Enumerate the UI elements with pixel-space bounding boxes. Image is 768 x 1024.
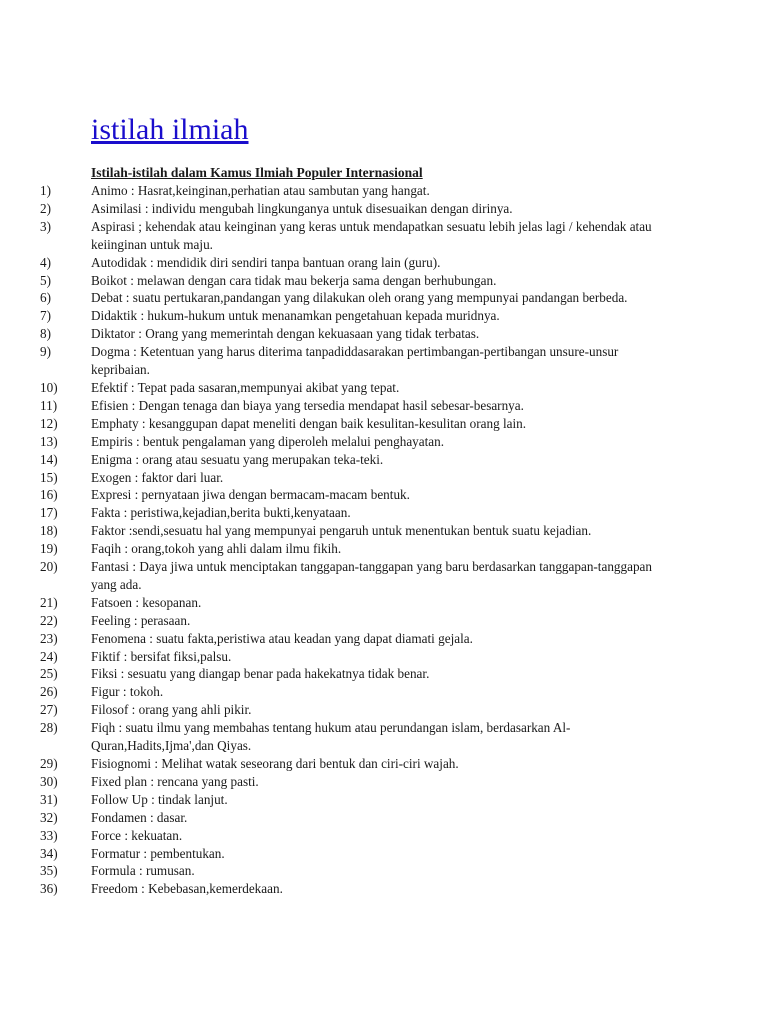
list-item	[40, 665, 680, 683]
list-item	[40, 522, 680, 540]
list-item-text: Freedom : Kebebasan,kemerdekaan.	[91, 881, 283, 897]
list-item-text: Formula : rumusan.	[91, 863, 195, 879]
list-item-text: Fiksi : sesuatu yang diangap benar pada hakekatnya tidak benar.	[91, 666, 430, 682]
list-item-number: 17)	[40, 505, 58, 521]
list-item-number: 21)	[40, 594, 58, 610]
list-item	[40, 415, 680, 433]
list-item-text: Force : kekuatan.	[91, 827, 183, 843]
list-item	[40, 325, 680, 343]
list-item-text: Fondamen : dasar.	[91, 809, 188, 825]
list-item-number: 29)	[40, 756, 58, 771]
list-item-text: Exogen : faktor dari luar.	[91, 469, 224, 485]
list-item-text: Empiris : bentuk pengalaman yang diperoleh melalui penghayatan.	[91, 433, 445, 449]
list-item-number: 35)	[40, 863, 58, 879]
list-item-number: 18)	[40, 523, 58, 539]
list-item	[40, 540, 680, 558]
list-item-number: 3)	[40, 218, 51, 234]
list-item	[40, 182, 680, 200]
list-item-text: Expresi : pernyataan jiwa dengan bermacam-macam bentuk.	[91, 487, 410, 503]
list-item-text: Boikot : melawan dengan cara tidak mau bekerja sama dengan berhubungan.	[91, 272, 497, 288]
list-item-text: Efektif : Tepat pada sasaran,mempunyai akibat yang tepat.	[91, 379, 400, 395]
list-item-number: 9)	[40, 344, 51, 360]
list-item-number: 32)	[40, 809, 58, 825]
list-item	[40, 558, 680, 594]
list-item-number: 5)	[40, 272, 51, 288]
list-item-text: Feeling : perasaan.	[91, 612, 191, 628]
list-item	[40, 612, 680, 630]
list-item-text: Emphaty : kesanggupan dapat meneliti dengan baik kesulitan-kesulitan orang lain.	[91, 415, 527, 431]
list-item	[40, 827, 680, 845]
list-item-text: Efisien : Dengan tenaga dan biaya yang tersedia mendapat hasil sebesar-besarnya.	[91, 397, 524, 413]
list-item-number: 26)	[40, 684, 58, 700]
list-item	[40, 701, 680, 719]
list-item-number: 11)	[40, 397, 58, 413]
list-item-number: 13)	[40, 433, 58, 449]
list-item-text: Diktator : Orang yang memerintah dengan kekuasaan yang tidak terbatas.	[91, 326, 480, 342]
list-item	[40, 845, 680, 863]
document-subtitle: Istilah-istilah dalam Kamus Ilmiah Populer Internasional	[91, 165, 423, 180]
list-item-text: Figur : tokoh.	[91, 684, 164, 700]
list-item-number: 12)	[40, 415, 58, 431]
list-item-text: Fiqh : suatu ilmu yang membahas tentang hukum atau perundangan islam, berdasarkan Al-Quran,Hadits,Ijma',dan Qiyas.	[91, 720, 571, 754]
list-item-text: Formatur : pembentukan.	[91, 845, 225, 861]
list-item	[40, 254, 680, 272]
list-item	[40, 791, 680, 809]
list-item-text: Dogma : Ketentuan yang harus diterima tanpadiddasarakan pertimbangan-pertibangan unsure-unsur kepribaian.	[91, 344, 619, 378]
list-item-text: Fantasi : Daya jiwa untuk menciptakan tanggapan-tanggapan yang baru berdasarkan tanggapan-tanggapan yang ada.	[91, 559, 652, 592]
list-item	[40, 343, 680, 379]
list-item-number: 23)	[40, 630, 58, 646]
list-item	[40, 880, 680, 898]
list-item-number: 16)	[40, 487, 58, 503]
list-item-number: 22)	[40, 612, 58, 628]
list-item-text: Animo : Hasrat,keinginan,perhatian atau sambutan yang hangat.	[91, 183, 430, 198]
list-item-text: Fatsoen : kesopanan.	[91, 594, 202, 610]
list-item	[40, 397, 680, 415]
list-item-number: 8)	[40, 326, 51, 342]
list-item	[40, 630, 680, 648]
list-item-number: 24)	[40, 648, 58, 664]
list-item	[40, 486, 680, 504]
list-item-text: Debat : suatu pertukaran,pandangan yang dilakukan oleh orang yang mempunyai pandangan berbeda.	[91, 290, 628, 306]
list-item	[40, 469, 680, 487]
list-item	[40, 433, 680, 451]
list-item	[40, 218, 680, 254]
list-item-number: 34)	[40, 845, 58, 861]
list-item-number: 25)	[40, 666, 58, 682]
list-item-text: Fakta : peristiwa,kejadian,berita bukti,kenyataan.	[91, 505, 351, 521]
list-item	[40, 307, 680, 325]
list-item-number: 1)	[40, 183, 51, 198]
list-item-number: 20)	[40, 559, 58, 575]
list-item	[40, 809, 680, 827]
list-item-number: 27)	[40, 702, 58, 718]
list-item-text: Fixed plan : rencana yang pasti.	[91, 773, 259, 789]
list-item-number: 15)	[40, 469, 58, 485]
list-item-number: 30)	[40, 773, 58, 789]
list-item	[40, 200, 680, 218]
list-item-text: Asimilasi : individu mengubah lingkunganya untuk disesuaikan dengan dirinya.	[91, 200, 513, 216]
list-item-text: Didaktik : hukum-hukum untuk menanamkan pengetahuan kepada muridnya.	[91, 308, 500, 324]
list-item-number: 7)	[40, 308, 51, 324]
list-item	[40, 773, 680, 791]
list-item-number: 31)	[40, 791, 58, 807]
list-item-number: 2)	[40, 200, 51, 216]
list-item-text: Autodidak : mendidik diri sendiri tanpa bantuan orang lain (guru).	[91, 254, 441, 270]
page-title-link[interactable]: istilah ilmiah	[91, 113, 249, 146]
list-item	[40, 289, 680, 307]
list-item-text: Fenomena : suatu fakta,peristiwa atau keadan yang dapat diamati gejala.	[91, 630, 473, 646]
list-item-text: Fisiognomi : Melihat watak seseorang dari bentuk dan ciri-ciri wajah.	[91, 756, 459, 771]
list-item-number: 14)	[40, 451, 58, 467]
list-item	[40, 683, 680, 701]
list-item	[40, 451, 680, 469]
list-item-text: Aspirasi ; kehendak atau keinginan yang keras untuk mendapatkan sesuatu lebih jelas lagi / kehendak atau keiinginan untuk maju.	[91, 218, 652, 252]
list-item-text: Enigma : orang atau sesuatu yang merupakan teka-teki.	[91, 451, 384, 467]
list-item-text: Fiktif : bersifat fiksi,palsu.	[91, 648, 232, 664]
list-item	[40, 594, 680, 612]
list-item-number: 6)	[40, 290, 51, 306]
list-item	[40, 862, 680, 880]
list-item-number: 4)	[40, 254, 51, 270]
list-item-text: Filosof : orang yang ahli pikir.	[91, 702, 252, 718]
list-item	[40, 272, 680, 290]
list-item	[40, 648, 680, 666]
list-item	[40, 719, 680, 755]
term-list	[40, 182, 680, 898]
list-item	[40, 379, 680, 397]
list-item-number: 28)	[40, 720, 58, 736]
list-item	[40, 504, 680, 522]
list-item-text: Faqih : orang,tokoh yang ahli dalam ilmu fikih.	[91, 541, 342, 557]
list-item-text: Faktor :sendi,sesuatu hal yang mempunyai pengaruh untuk menentukan bentuk suatu kejadian.	[91, 523, 592, 539]
list-item-text: Follow Up : tindak lanjut.	[91, 791, 228, 807]
list-item	[40, 755, 680, 773]
list-item-number: 36)	[40, 881, 58, 897]
list-item-number: 10)	[40, 379, 58, 395]
list-item-number: 19)	[40, 541, 58, 557]
list-item-number: 33)	[40, 827, 58, 843]
